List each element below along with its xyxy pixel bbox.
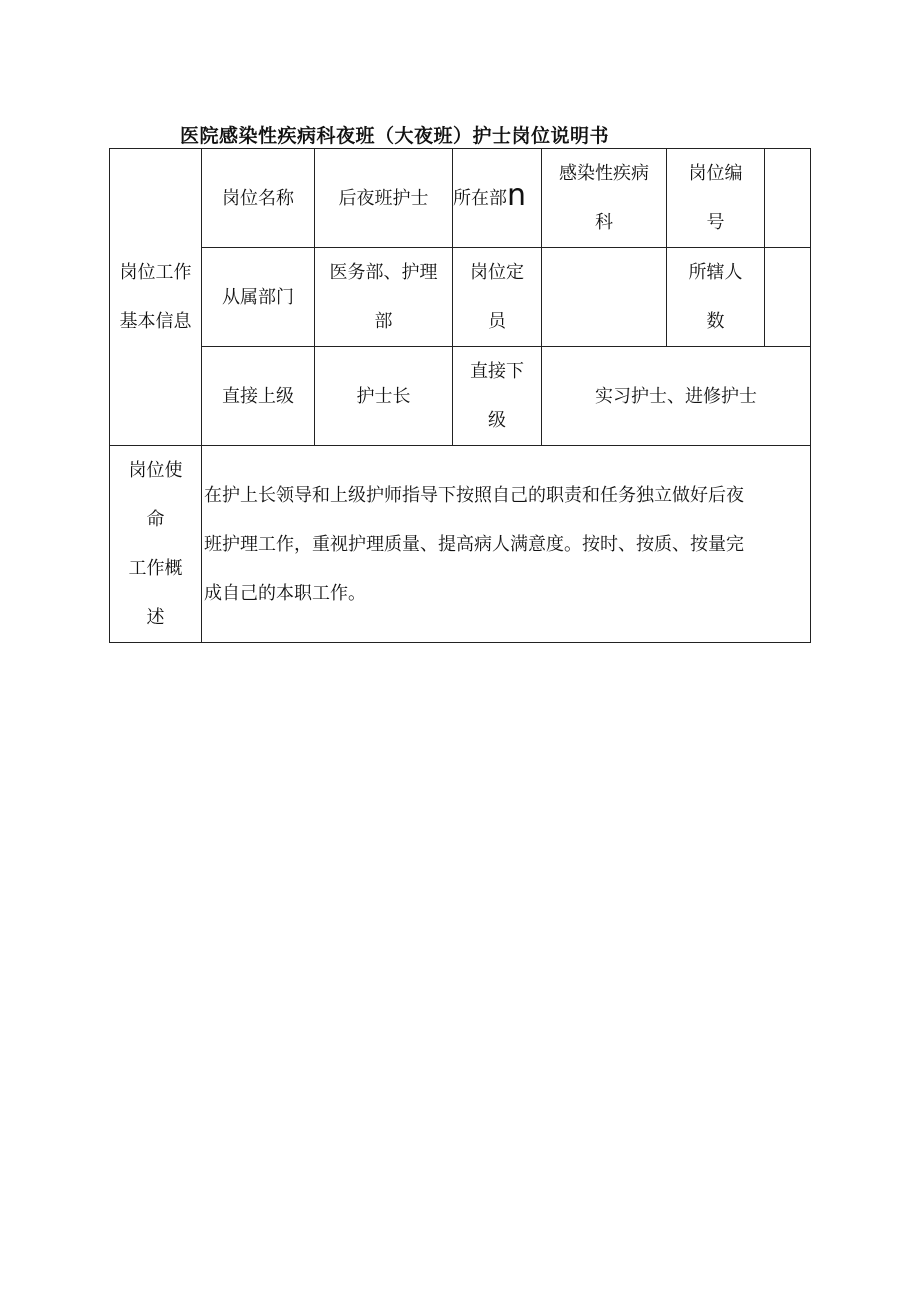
affiliation-label: 从属部门: [202, 248, 315, 347]
affiliation-value: [315, 248, 453, 347]
post-number-label-line: 岗位编: [688, 163, 743, 184]
mission-label-line: 命: [146, 509, 165, 530]
mission-label-line: 岗位使: [128, 460, 183, 481]
mission-summary: [202, 446, 811, 643]
direct-subordinate-label-line: 级: [488, 410, 506, 431]
table-row: [110, 446, 811, 643]
basic-info-label-line: 基本信息: [119, 311, 192, 332]
subordinates-count-label-line: 数: [706, 311, 725, 332]
affiliation-value-line: 医务部、护理: [329, 262, 438, 283]
post-number-value: [765, 149, 811, 248]
basic-info-label-line: 岗位工作: [119, 262, 192, 283]
mission-label-line: 述: [146, 607, 165, 628]
staffing-label-line: 岗位定: [470, 262, 524, 283]
post-name-value: 后夜班护士: [315, 149, 453, 248]
job-description-table: [109, 148, 811, 643]
department-value-line: 科: [595, 212, 613, 233]
department-value: [542, 149, 667, 248]
subordinates-count-value: [765, 248, 811, 347]
post-number-label-line: 号: [706, 212, 725, 233]
mission-text-line: 在护上长领导和上级护师指导下按照自己的职责和任务独立做好后夜: [204, 484, 744, 506]
department-label-text: 所在部: [453, 187, 507, 209]
staffing-label: [453, 248, 542, 347]
direct-subordinate-label-line: 直接下: [470, 361, 524, 382]
subordinates-count-label-line: 所辖人: [688, 262, 743, 283]
document-title: 医院感染性疾病科夜班（大夜班）护士岗位说明书: [180, 125, 610, 147]
mission-text-line: 成自己的本职工作。: [204, 582, 366, 604]
department-value-line: 感染性疾病: [559, 163, 649, 184]
affiliation-value-line: 部: [374, 311, 393, 332]
direct-subordinate-label: [453, 347, 542, 446]
mission-label: [110, 446, 202, 643]
post-number-label: [667, 149, 765, 248]
table-row: [110, 248, 811, 347]
table-row: [110, 347, 811, 446]
direct-superior-value: 护士长: [315, 347, 453, 446]
basic-info-section-label: [110, 149, 202, 446]
post-name-label: 岗位名称: [202, 149, 315, 248]
mission-text-line: 班护理工作，重视护理质量、提高病人满意度。按时、按质、按量完: [204, 533, 744, 555]
subordinates-count-label: [667, 248, 765, 347]
staffing-label-line: 员: [488, 311, 506, 332]
department-label-suffix: n: [507, 177, 527, 213]
table-row: [110, 149, 811, 248]
direct-superior-label: 直接上级: [202, 347, 315, 446]
direct-subordinate-value: 实习护士、进修护士: [542, 347, 811, 446]
staffing-value: [542, 248, 667, 347]
mission-label-line: 工作概: [128, 558, 183, 579]
department-label: [453, 149, 542, 248]
